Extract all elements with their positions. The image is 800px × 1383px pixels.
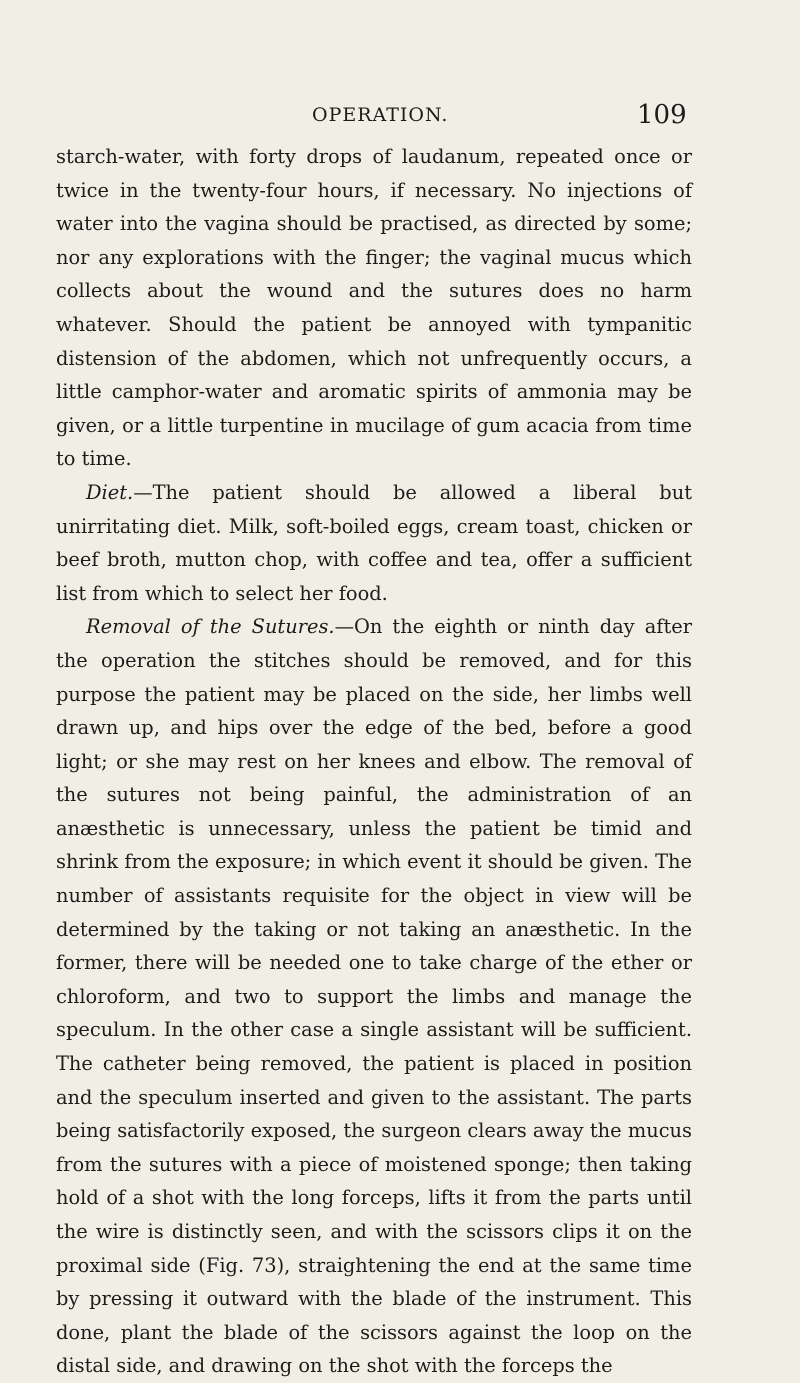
page-number: 109	[637, 100, 687, 130]
paragraph-diet	[56, 476, 692, 610]
section-heading-diet: Diet.	[86, 480, 134, 504]
section-heading-removal-of-sutures: Removal of the Sutures.	[86, 615, 335, 639]
paragraph-removal-of-sutures	[56, 610, 692, 1383]
running-title: OPERATION.	[312, 104, 449, 126]
paragraph-text: —On the eighth or ninth day after the operation the stitches should be removed, and for this purpose the patient may be placed on the side, her limbs well drawn up, and hips over the edge of the bed, before a good light; or she may rest on her knees and elbow. The removal of the sutures not being painful, the administration of an anæsthetic is unnecessary, unless the patient be timid and shrink from the exposure; in which event it should be given. The number of assistants requisite for the object in view will be determined by the taking or not taking an anæsthetic. In the former, there will be needed one to take charge of the ether or chloroform, and two to support the limbs and manage the speculum. In the other case a single assistant will be sufficient. The catheter being removed, the patient is placed in position and the speculum inserted and given to the assistant. The parts being satisfactorily exposed, the surgeon clears away the mucus from the sutures with a piece of moistened sponge; then taking hold of a shot with the long forceps, lifts it from the parts until the wire is distinctly seen, and with the scissors clips it on the proximal side (Fig. 73), straightening the end at the same time by pressing it outward with the blade of the instrument. This done, plant the blade of the scissors against the loop on the distal side, and drawing on the shot with the forceps the	[56, 615, 692, 1378]
running-head	[0, 100, 800, 130]
body-text	[56, 140, 692, 1383]
paragraph-text: —The patient should be allowed a liberal but unirritating diet. Milk, soft-boiled eggs, cream toast, chicken or beef broth, mutton chop, with coffee and tea, offer a sufficient list from which to select her food.	[56, 480, 692, 605]
paragraph-text: starch-water, with forty drops of laudanum, repeated once or twice in the twenty-four hours, if necessary. No injections of water into the vagina should be practised, as directed by some; nor any explorations with the finger; the vaginal mucus which collects about the wound and the sutures does no harm whatever. Should the patient be annoyed with tympanitic distension of the abdomen, which not unfrequently occurs, a little camphor-water and aromatic spirits of ammonia may be given, or a little turpentine in mucilage of gum acacia from time to time.	[56, 145, 692, 471]
paragraph-continued	[56, 140, 692, 476]
